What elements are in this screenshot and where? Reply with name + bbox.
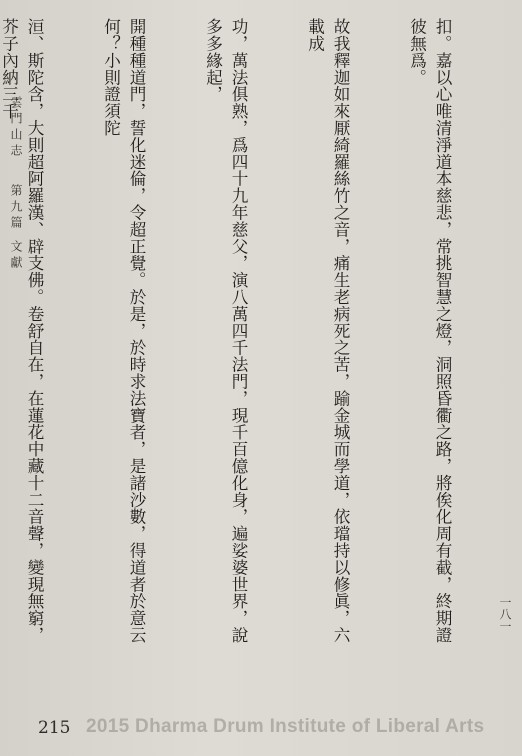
text-column: 扣。嘉以心唯清淨道本慈悲，常挑智慧之燈，洞照昏衢之路，將俟化周有截，終期證彼無爲。: [407, 18, 452, 644]
text-column: 故我釋迦如來厭綺羅絲竹之音，痛生老病死之苦，踰金城而學道，依璫持以修眞，六載成: [305, 18, 350, 644]
running-header: [8, 96, 25, 272]
section-title: 第九篇 文獻: [9, 184, 23, 272]
page-number: 215: [38, 718, 71, 738]
text-column: 功，萬法俱熟，爲四十九年慈父，演八萬四千法門，現千百億化身，遍娑婆世界，說多多緣起，: [203, 18, 248, 644]
vertical-text-body: [0, 18, 506, 658]
text-column: 洹、斯陀含，大則超阿羅漢、辟支佛。卷舒自在，在蓮花中藏十二音聲，變現無窮，芥子內納三千: [0, 18, 44, 644]
watermark-text: 2015 Dharma Drum Institute of Liberal Arts: [86, 716, 485, 737]
book-title: 雲門山志: [9, 96, 23, 160]
text-column: 開種種道門，誓化迷倫，令超正覺。於是，於時求法寶者，是諸沙數，得道者於意云何？小則證須陀: [101, 18, 146, 644]
folio-number: 一八一: [498, 596, 512, 632]
